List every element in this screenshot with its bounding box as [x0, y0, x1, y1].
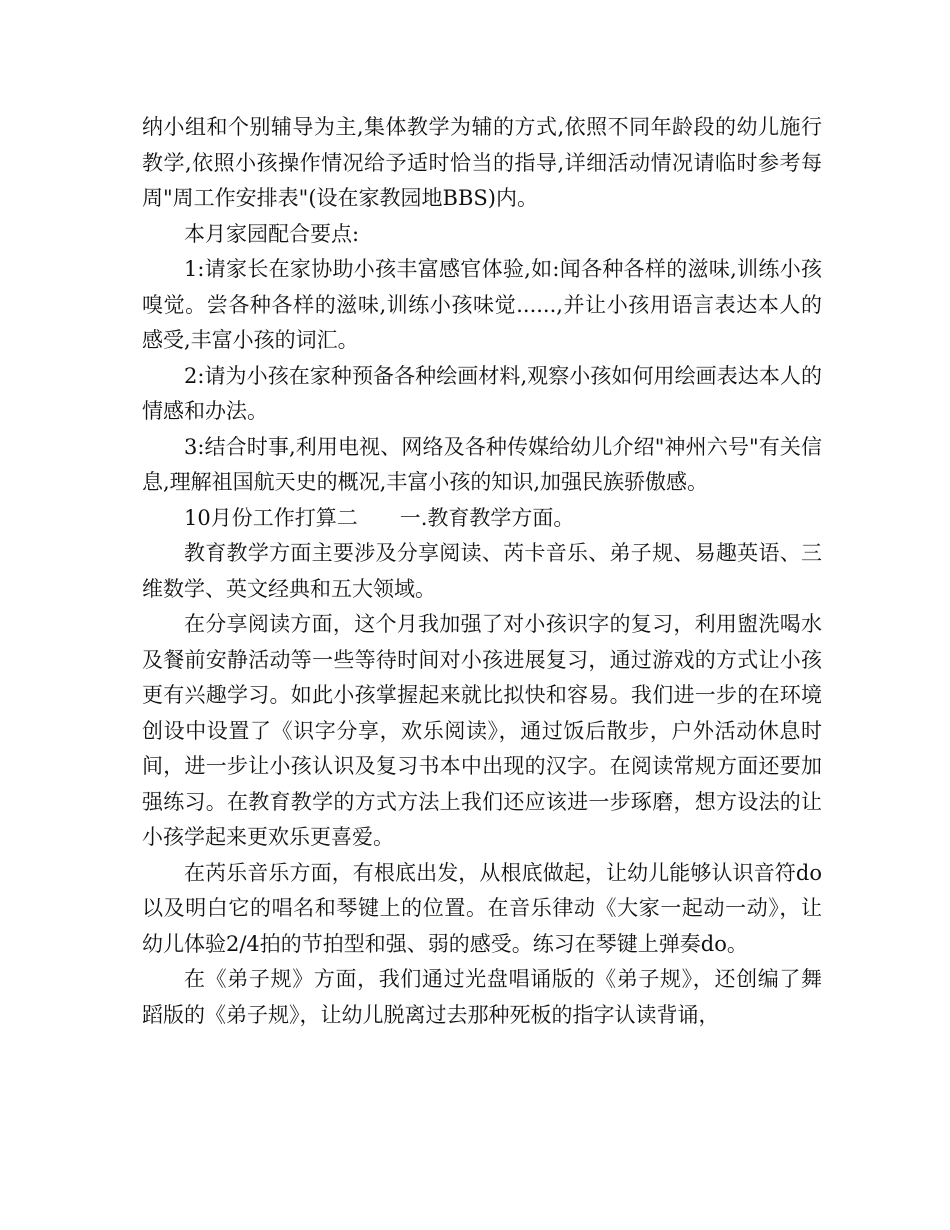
paragraph-3: 1:请家长在家协助小孩丰富感官体验,如:闻各种各样的滋味,训练小孩嗅觉。尝各种各样的滋味,训练小孩味觉......,并让小孩用语言表达本人的感受,丰富小孩的词汇。 — [142, 257, 822, 352]
paragraph-4: 2:请为小孩在家种预备各种绘画材料,观察小孩如何用绘画表达本人的情感和办法。 — [142, 363, 822, 423]
document-page — [142, 110, 822, 1033]
paragraph-7: 教育教学方面主要涉及分享阅读、芮卡音乐、弟子规、易趣英语、三维数学、英文经典和五大领域。 — [142, 541, 822, 601]
paragraph-1: 纳小组和个别辅导为主,集体教学为辅的方式,依照不同年龄段的幼儿施行教学,依照小孩操作情况给予适时恰当的指导,详细活动情况请临时参考每周"周工作安排表"(设在家教园地BBS)内。 — [142, 115, 822, 210]
paragraph-2: 本月家园配合要点: — [184, 221, 360, 246]
paragraph-9: 在芮乐音乐方面，有根底出发，从根底做起，让幼儿能够认识音符do以及明白它的唱名和琴键上的位置。在音乐律动《大家一起动一动》，让幼儿体验2/4拍的节拍型和强、弱的感受。练习在琴键上弹奏do。 — [142, 860, 822, 956]
paragraph-8: 在分享阅读方面，这个月我加强了对小孩识字的复习，利用盥洗喝水及餐前安静活动等一些等待时间对小孩进展复习，通过游戏的方式让小孩更有兴趣学习。如此小孩掌握起来就比拟快和容易。我们进一步的在环境创设中设置了《识字分享，欢乐阅读》，通过饭后散步，户外活动休息时间，进一步让小孩认识及复习书本中出现的汉字。在阅读常规方面还要加强练习。在教育教学的方式方法上我们还应该进一步琢磨，想方设法的让小孩学起来更欢乐更喜爱。 — [142, 612, 822, 849]
paragraph-6: 10月份工作打算二 一.教育教学方面。 — [184, 505, 575, 530]
paragraph-5: 3:结合时事,利用电视、网络及各种传媒给幼儿介绍"神州六号"有关信息,理解祖国航天史的概况,丰富小孩的知识,加强民族骄傲感。 — [142, 434, 822, 494]
paragraph-10: 在《弟子规》方面，我们通过光盘唱诵版的《弟子规》，还创编了舞蹈版的《弟子规》，让幼儿脱离过去那种死板的指字认读背诵， — [142, 967, 822, 1027]
